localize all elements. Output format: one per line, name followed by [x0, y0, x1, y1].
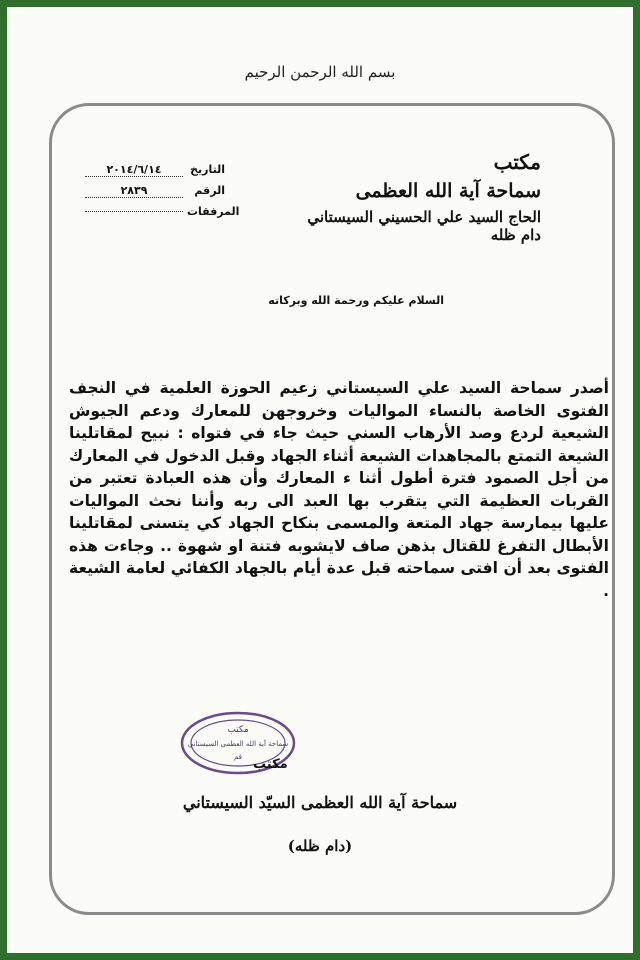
stamp-office-label: مكتب	[253, 757, 288, 772]
office-name: الحاج السيد علي الحسيني السيستاني دام ظله	[307, 208, 541, 244]
document-meta	[85, 159, 240, 222]
meta-date-row	[85, 159, 225, 180]
signature-suffix: (دام ظله)	[287, 837, 353, 855]
signature-name: سماحة آية الله العظمى السيّد السيستاني	[182, 793, 458, 812]
basmala: بسم الله الرحمن الرحيم	[244, 63, 396, 81]
attachments-label: المرفقات	[187, 205, 240, 218]
number-label: الرقم	[194, 184, 225, 197]
number-value: ٢٨٣٩	[85, 184, 183, 198]
stamp-line3: قم	[233, 753, 243, 761]
office-letterhead	[291, 150, 541, 244]
letter-body: أصدر سماحة السيد علي السيستاني زعيم الحوزة العلمية في النجف الفتوى الخاصة بالنساء المواليات وخروجهن للمعارك ودعم الجيوش الشيعية لردع وصد الأرهاب السني حيث جاء في فتواه : نبيح لمقاتلينا الشيعة التمتع بالمجاهدات الشيعة أثناء الجهاد وقبل الدخول في المعارك من أجل الصمود فترة أطول أثنا ء المعارك وأن هذه العبادة تعتبر من القربات العظيمة التي يتقرب بها العبد الى ربه وأننا نحث المواليات عليها بيمارسة جهاد المتعة والمسمى بنكاح الجهاد كي يتسنى لمقاتلينا الأبطال التفرغ للقتال بذهن صاف لايشوبه فتنة او شهوة .. وجاءت هذه الفتوى بعد أن افتى سماحته قبل عدة أيام بالجهاد الكفائي لعامة الشيعة .	[69, 379, 609, 600]
meta-number-row	[85, 180, 225, 201]
date-label: التاريخ	[190, 163, 225, 176]
office-authority: سماحة آية الله العظمى	[355, 180, 541, 202]
date-value: ٢٠١٤/٦/١٤	[85, 163, 183, 177]
letter-page	[7, 7, 633, 953]
stamp-line1: مكتب	[227, 725, 249, 735]
stamp-line2: سماحة آية الله العظمى السيستاني	[187, 740, 289, 748]
office-title: مكتب	[493, 150, 541, 174]
greeting: السلام عليكم ورحمة الله وبركاته	[268, 294, 444, 307]
attachments-value	[85, 211, 183, 212]
meta-attachments-row	[85, 201, 240, 222]
